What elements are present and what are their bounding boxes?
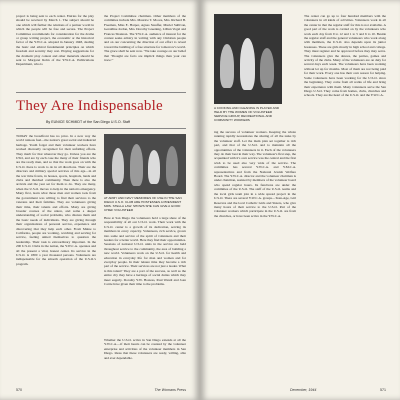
photo-figure — [130, 144, 143, 186]
volunteers-photo — [214, 14, 282, 104]
photo-figure — [220, 44, 234, 88]
article-body-col2-bottom: Whether the U.S.O. active in San Diego extends at all the Y.W.C.A.—if their hearts can be counted by the volunteer enterprise and activities of the volunteer members in San Diego. Ideas that these volunteers are ready, willing, able and ever dependable. — [104, 338, 186, 360]
title-rule-top — [16, 92, 186, 93]
volunteers-photo-caption: A COOKING AND CLEANING IS PLAYED AND HELD BY THE WOMEN OF VOLUNTEER SERVICE GROUP, RECREATIONAL AND COMMUNITY WORKERS — [214, 106, 280, 122]
photo-figure — [240, 38, 255, 90]
hostesses-photo-caption: AT ARMY AND NAVY MEMORIES OF USE IN THE SAN DIEGO U.S.O. CLUB ARE HOSTESSES A PRESIDENT MRS. STELLA LAW. SHOWS SHE CAN GIVE A GOOD CHIEF VOLUNTEER — [104, 196, 182, 212]
article-title: They Are Indispensable — [16, 98, 163, 114]
right-page-body-col1-text: ing the success of volunteer workers. Keeping the whole running rapidly necessitates the sharing of all the tasks by the volunteer staff. Let the main plan set together is rich part, and that of the U.S.O. and to maintain all the opportunities of the volunteers in it. Each of the volunteers they do their best in their way. The volunteer's first step, the acquainted with it's own service was the central and the first wish to be used also very wide of the service. The committee has several Y.W.C.A. and Y.M.C.A. representatives and from the National Jewish Welfare Board. The Y.W.C.A. director and the volunteer chairman is under chairman, assisted by members of the volunteer board who spend regular hours. Its functions are under the committee of the U.S.O. The staff of the U.S.O. teams and the local girls team join in a wide spread project in the U.S.O. There are several Y.W.C.A. groups—Teen-Age, Girl Reserves and the local Catholic Girls and Sisters, who give many hours of their service to the U.S.O. Part of the volunteer workers which participate in the U.S.O. are from the churches, or have been active in the Y.W.C.A. — [214, 130, 296, 218]
article-body-col1-text: TODAY the breadfront has no price. In a new way the world ruinous fuel—the nation's great social and industrial heritage. Youth forget and their volunteer workers have worked discreetly recognized for their unfailing efforts. They merit for that wherever they go. Unless you are the USO, and are by each case the many of their friends who are the ready men, and so that the work goes on with the U.S.O. there is work to do in all directions. Their are the directors and military special services of this age—in all the war time fronts, in houses, sports, hospitals, lands and clubs and thatched community. Then there is also the arrivals and the year set for them to do. They are many, when the U.S.O. moves to help in the nation's emergency. Many first, learn what those men and women took from the government was willing to find their services to the veterans and their families. They are volunteers giving their time, their talents and efforts. Many are giving broader courses of the union, and some a deeper understanding of social problems, who discuss them and the basic needs of individuals. They are giving through their organizations of personal service, experience and discovering that they help each other. From Maine to California, people are working, watching and serving for service, feeling united themselves to question the leadership. Their task is extraordinary important. In the 200 U.S.O. Clubs in the nation, the Y.W.C.A. operates and all the present a vital, honest center. Its service in the U.S.O. is 1800 a year thousand persons. Volunteers are indispensable for the smooth operation of the U.S.O.'s program. — [16, 134, 96, 266]
right-page-body-col1 — [214, 130, 296, 380]
photo-figure — [166, 146, 178, 186]
right-page-body-col2 — [304, 14, 386, 380]
issue-date: December, 1944 — [290, 388, 317, 392]
article-byline: By EUNICE SCHMIDT of the San Diego U.S.O. Staff — [46, 120, 130, 124]
left-page-number: 570 — [16, 388, 22, 392]
left-page-top-text-col1: project is being sent to each center. Entries for the play should be received by March 1. The subject should be one which will further the relations of a partner world in which the people will be free and secure. The Project Committee recommends for consideration for the drama or group writing project, the economic or the historical factor of the Y.W.C.A. adopted in January 1948, dealing the basic and ethical fundamental principles on which freedom and security may rest. Playing suggestions for the dramatic play contest and other materials should be sent to Margaret Rohn of the Y.W.C.A. Publications Department, who is — [16, 14, 94, 67]
title-rule-bottom — [16, 128, 186, 129]
magazine-name: The Womans Press — [154, 388, 186, 392]
right-page-number: 571 — [380, 388, 386, 392]
photo-figure — [148, 150, 160, 184]
left-page-top-text-col2: the Project Committee chairman. Other members of the committee include Mrs. Maurice T. Moore, Mrs. Richard B. Freeman, Miss E. Harper, Agnes Stauffer, Muriel Sullivan, Geraldine Jordan, Mrs. Dorothy Greening, Lillian Vogel and Frances Shannon. The Y.W.C.A. audience of interest for the contest seeks artistry in writing with any Christian people and on our concerning the direction of our effort to reveal toward the building of a free structure for tomorrow's world. The grace shall be sent now. "We take courage on our belief that 'Thought are facts are implicit things than your can trace.'" — [104, 14, 186, 63]
photo-figure — [112, 148, 124, 184]
hostesses-photo — [104, 134, 186, 194]
right-page — [200, 0, 400, 400]
right-page-body-col2-text: The center can go up to four hundred members with the volunteers in all kinds of activities. Volunteers work in all the center in that the regular staff for this is not available. A good part of the work is carried on by the volunteers who work each day from 9 to 12 and 1 to 5 and 6 to 10. Beside the regular staff and the general volunteers who work along with members, the U.S.O. also depends upon its junior hostesses. These are girls mostly in high school and college. They must register and be approved before they may serve. The volunteers give the dances, the parties, games and activity of the clubs. Many of the volunteers are on duty for several days each week. The volunteers have been working without let up for months. Most of them are not being paid for their work. Every one has their own reason for helping. Some volunteers have been working for the U.S.O. since the beginning. They come from all walks of life and bring their experience with them. Many volunteers serve the San Diego U.S.O. They come from homes, clubs, churches and schools. They are the heart of the U.S.O. and the Y.W.C.A. — [304, 14, 386, 98]
photo-figure — [260, 48, 274, 88]
article-body-col1 — [16, 134, 96, 374]
article-body-col2: Here at San Diego the volunteers hold a large share of the responsibility of all our U.S.O. work. Their work with the U.S.O. center is a growth of its dedication, serving its members in every capacity. Volunteers, rich service, grown into some and service of the spirit of volunteers and their leaders for a better world. Here they find their opportunities. Sessions of national U.S.O. units in the service are held throughout service to the community, the area of building a new world. Volunteers work on the U.S.O. for health and education in everyday life for man and women and for everyday people. In their leisure time they become a rich part of the service. Their services are not just a leader. What is this talent? They are a part of the success, as well as the entire city they have a heritage of social duties which they meet eagerly. Dorothy Y.W. Hostess, Paul Wendt and Joan Carrie have given their time to the problems. — [104, 216, 186, 287]
